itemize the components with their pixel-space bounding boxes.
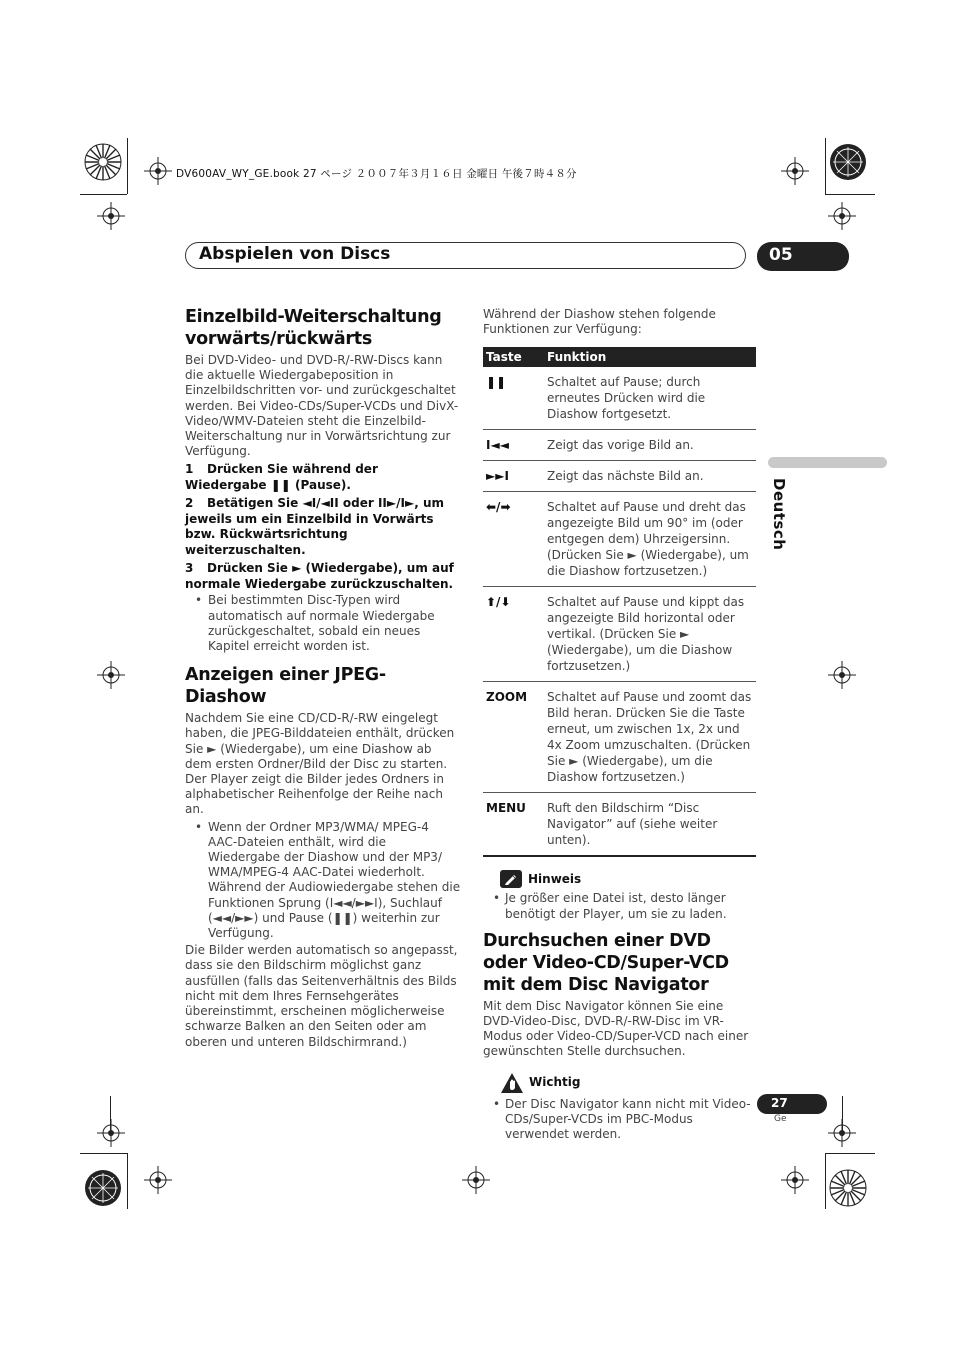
section-heading: Einzelbild-Weiterschaltung vorwärts/rückwärts bbox=[185, 307, 442, 349]
desc-cell: Schaltet auf Pause und zoomt das Bild heran. Drücken Sie die Taste erneut, um zwischen 1x, 2x und 4x Zoom umzuschalten. (Drücken Sie ► (Wiedergabe), um die Diashow fortzusetzen.) bbox=[544, 682, 756, 793]
crop-line bbox=[825, 1153, 826, 1209]
bullet-item: • Wenn der Ordner MP3/WMA/ MPEG-4 AAC-Dateien enthält, wird die Wiedergabe der Diashow und der MP3/ WMA/MPEG-4 AAC-Datei wiederholt. Während der Audiowiedergabe stehen die Funktionen Sprung (I◄◄/►►I), Suchlauf (◄◄/►►) und Pause (❚❚) weiterhin zur Verfügung. bbox=[185, 820, 461, 942]
pencil-note-icon bbox=[500, 870, 522, 888]
page-number: 27 bbox=[757, 1094, 827, 1114]
crop-line bbox=[825, 138, 826, 194]
key-cell: ZOOM bbox=[483, 682, 544, 793]
key-cell: I◄◄ bbox=[483, 430, 544, 461]
crosshair-icon bbox=[828, 202, 856, 230]
key-cell: ⬆/⬇ bbox=[483, 587, 544, 682]
paragraph: Mit dem Disc Navigator können Sie eine DVD-Video-Disc, DVD-R/-RW-Disc im VR-Modus oder Video-CD/Super-VCD nach einer gewünschten Stelle durchsuchen. bbox=[483, 998, 749, 1059]
desc-cell: Schaltet auf Pause und dreht das angezeigte Bild um 90° im (oder entgegen dem) Uhrzeigersinn. (Drücken Sie ► (Wiedergabe), um die Diashow fortzusetzen.) bbox=[544, 492, 756, 587]
crosshair-icon bbox=[97, 1119, 125, 1147]
desc-cell: Schaltet auf Pause und kippt das angezeigte Bild horizontal oder vertikal. (Drücken Sie ► (Wiedergabe), um die Diashow fortzusetzen.) bbox=[544, 587, 756, 682]
registration-sunburst-icon bbox=[84, 143, 122, 181]
registration-sunburst-icon bbox=[84, 1169, 122, 1207]
key-cell: ⬅/➡ bbox=[483, 492, 544, 587]
table-row bbox=[483, 793, 756, 857]
bullet-item: • Bei bestimmten Disc-Typen wird automatisch auf normale Wiedergabe zurückgeschaltet, sobald ein neues Kapitel erreicht worden ist. bbox=[185, 593, 461, 654]
desc-cell: Zeigt das nächste Bild an. bbox=[544, 461, 756, 492]
section-heading: Anzeigen einer JPEG-Diashow bbox=[185, 665, 386, 708]
paragraph: Die Bilder werden automatisch so angepasst, dass sie den Bildschirm möglichst ganz ausfüllen (falls das Seitenverhältnis des Bilds nicht mit dem Ihres Fernsehgerätes übereinstimmt, erscheinen möglicherweise schwarze Balken an den Seiten oder am oberen und unteren Bildschirmrand.) bbox=[185, 943, 458, 1049]
crop-line bbox=[110, 1096, 111, 1136]
page-language-code: Ge bbox=[774, 1114, 787, 1124]
chapter-number: 05 bbox=[757, 242, 849, 271]
warning-hand-icon bbox=[500, 1072, 524, 1094]
crop-line bbox=[127, 138, 128, 194]
paragraph: Während der Diashow stehen folgende Funktionen zur Verfügung: bbox=[483, 307, 716, 337]
key-cell: MENU bbox=[483, 793, 544, 857]
table-row bbox=[483, 492, 756, 587]
right-column bbox=[483, 307, 757, 1142]
crosshair-icon bbox=[781, 1166, 809, 1194]
note-label: Hinweis bbox=[528, 871, 582, 886]
important-header bbox=[483, 1072, 757, 1094]
table-header: Taste bbox=[483, 347, 544, 367]
desc-cell: Schaltet auf Pause; durch erneutes Drücken wird die Diashow fortgesetzt. bbox=[544, 367, 756, 430]
table-header: Funktion bbox=[544, 347, 756, 367]
key-cell: ❚❚ bbox=[483, 367, 544, 430]
language-tab bbox=[768, 457, 887, 468]
crosshair-icon bbox=[828, 661, 856, 689]
note-text: • Je größer eine Datei ist, desto länger benötigt der Player, um sie zu laden. bbox=[483, 891, 757, 921]
crosshair-icon bbox=[462, 1166, 490, 1194]
print-slug: DV600AV_WY_GE.book 27 ページ ２００７年３月１６日 金曜日 午後７時４８分 bbox=[176, 168, 577, 180]
crop-line bbox=[80, 1153, 127, 1154]
paragraph: Nachdem Sie eine CD/CD-R/-RW eingelegt haben, die JPEG-Bilddateien enthält, drücken Sie ► (Wiedergabe), um eine Diashow ab dem ersten Ordner/Bild der Disc zu starten. Der Player zeigt die Bilder jedes Ordners in alphabetischer Reihenfolge der Reihe nach an. bbox=[185, 711, 455, 817]
registration-sunburst-icon bbox=[829, 143, 867, 181]
paragraph: Bei DVD-Video- und DVD-R/-RW-Discs kann die aktuelle Wiedergabeposition in Einzelbildschritten vor- und zurückgeschaltet werden. Bei Video-CDs/Super-VCDs und DivX-Video/WMV-Dateien steht die Einzelbild-Weiterschaltung nur in Vorwärtsrichtung zur Verfügung. bbox=[185, 353, 459, 459]
table-row bbox=[483, 367, 756, 430]
note-header bbox=[483, 870, 757, 888]
crop-line bbox=[825, 1153, 875, 1154]
crosshair-icon bbox=[144, 157, 172, 185]
important-label: Wichtig bbox=[529, 1075, 581, 1090]
table-row bbox=[483, 430, 756, 461]
chapter-title: Abspielen von Discs bbox=[199, 244, 391, 264]
section-heading: Durchsuchen einer DVD oder Video-CD/Super-VCD mit dem Disc Navigator bbox=[483, 930, 729, 995]
step-item: 3 Drücken Sie ► (Wiedergabe), um auf normale Wiedergabe zurückzuschalten. bbox=[185, 561, 454, 591]
registration-sunburst-icon bbox=[829, 1169, 867, 1207]
crosshair-icon bbox=[97, 661, 125, 689]
step-item: 1 Drücken Sie während der Wiedergabe ❚❚ (Pause). bbox=[185, 462, 378, 492]
crosshair-icon bbox=[781, 157, 809, 185]
table-row bbox=[483, 682, 756, 793]
crosshair-icon bbox=[97, 202, 125, 230]
important-text: • Der Disc Navigator kann nicht mit Video-CDs/Super-VCDs im PBC-Modus verwendet werden. bbox=[483, 1097, 757, 1143]
desc-cell: Zeigt das vorige Bild an. bbox=[544, 430, 756, 461]
crop-line bbox=[80, 194, 127, 195]
table-row bbox=[483, 461, 756, 492]
function-table bbox=[483, 347, 756, 857]
key-cell: ►►I bbox=[483, 461, 544, 492]
desc-cell: Ruft den Bildschirm “Disc Navigator” auf (siehe weiter unten). bbox=[544, 793, 756, 857]
crop-line bbox=[842, 1096, 843, 1136]
left-column bbox=[185, 306, 461, 1050]
crop-line bbox=[825, 194, 875, 195]
crop-line bbox=[127, 1153, 128, 1209]
step-item: 2 Betätigen Sie ◄I/◄II oder II►/I►, um jeweils um ein Einzelbild in Vorwärts bzw. Rückwärtsrichtung weiterzuschalten. bbox=[185, 496, 444, 557]
table-row bbox=[483, 587, 756, 682]
crosshair-icon bbox=[144, 1166, 172, 1194]
language-label: Deutsch bbox=[770, 478, 788, 551]
